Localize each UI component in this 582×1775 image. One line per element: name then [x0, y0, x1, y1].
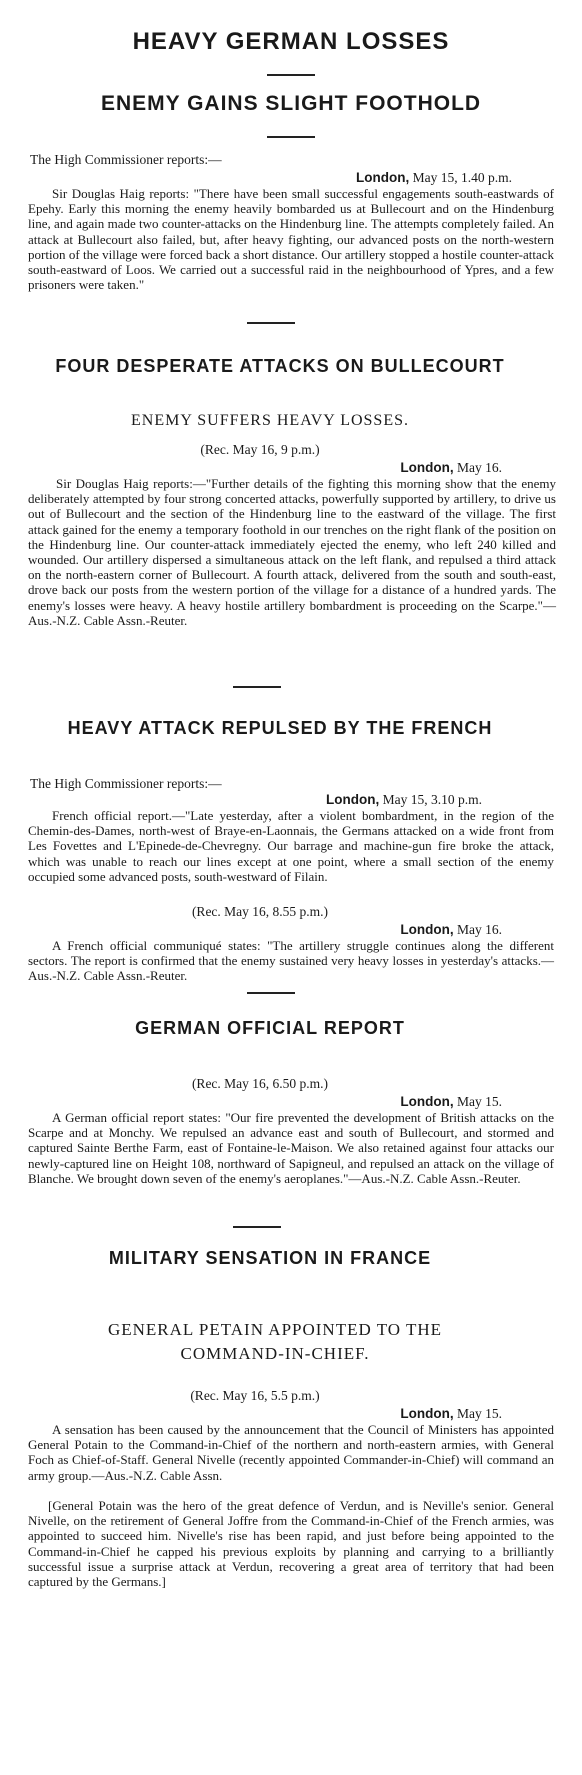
dateline-date: May 16.: [457, 922, 502, 937]
dateline-place: London,: [400, 460, 454, 475]
article-body: [General Potain was the hero of the great defence of Verdun, and is Neville's senior. General Nivelle, on the retirement of General Joffre from the Command-in-Chief of the French armies, was appointed to succeed him. Nivelle's rise has been rapid, and just before being appointed to the Command-in-Chief he capped his previous exploits by planning and carrying to a brilliantly successful issue a surprise attack at Verdun, recovering a great area of territory that had been captured by the Germans.]: [28, 1498, 554, 1590]
section-heading: GERMAN OFFICIAL REPORT: [135, 1018, 405, 1038]
received-time: (Rec. May 16, 6.50 p.m.): [191, 1076, 329, 1091]
intro-line: The High Commissioner reports:—: [30, 152, 222, 167]
received-time: (Rec. May 16, 5.5 p.m.): [190, 1388, 320, 1403]
divider: [247, 992, 295, 994]
divider: [233, 686, 281, 688]
dateline-place: London,: [400, 1406, 454, 1421]
article-body: A sensation has been caused by the announcement that the Council of Ministers has appointed General Potain to the Command-in-Chief of the northern and north-eastern armies, with General Foch as Chief-of-Staff. General Nivelle (recently appointed Commander-in-Chief) will command an army group.—Aus.-N.Z. Cable Assn.: [28, 1422, 554, 1483]
article-body: Sir Douglas Haig reports:—"Further details of the fighting this morning show that the enemy deliberately attempted by four strong concerted attacks, powerfully supported by artillery, to drive us out of Bullecourt and the section of the Hindenburg line to the eastward of the village. The first attack gained for the enemy a temporary foothold in our trenches on the right flank of the position on the Hindenburg line. Our counter-attack immediately ejected the enemy, who left 240 killed and wounded. Our artillery dispersed a simultaneous attack on the left flank, and repulsed a third attack on the north-eastern corner of Bullecourt. A fourth attack, delivered from the south and south-east, drove back our posts from the western portion of the village for a distance of a hundred yards. The enemy's losses were heavy. A heavy hostile artillery bombardment is proceeding on the Scarpe."—Aus.-N.Z. Cable Assn.-Reuter.: [28, 476, 556, 628]
dateline-date: May 15, 3.10 p.m.: [382, 792, 482, 807]
divider: [267, 74, 315, 76]
dateline: [400, 1406, 502, 1422]
dateline-date: May 15.: [457, 1406, 502, 1421]
dateline-place: London,: [400, 922, 454, 937]
section-heading: HEAVY ATTACK REPULSED BY THE FRENCH: [67, 718, 493, 738]
divider: [247, 322, 295, 324]
received-time: (Rec. May 16, 8.55 p.m.): [191, 904, 329, 919]
section-heading: FOUR DESPERATE ATTACKS ON BULLECOURT: [55, 356, 505, 376]
section-heading: MILITARY SENSATION IN FRANCE: [108, 1248, 432, 1268]
section-subheading: ENEMY SUFFERS HEAVY LOSSES.: [130, 412, 409, 429]
dateline-date: May 15.: [457, 1094, 502, 1109]
received-time: (Rec. May 16, 9 p.m.): [200, 442, 320, 457]
dateline-date: May 15, 1.40 p.m.: [412, 170, 512, 185]
dateline-place: London,: [400, 1094, 454, 1109]
dateline-place: London,: [356, 170, 410, 185]
article-body: A French official communiqué states: "The artillery struggle continues along the different sectors. The report is confirmed that the enemy sustained very heavy losses in yesterday's attacks.—Aus.-N.Z. Cable Assn.-Reuter.: [28, 938, 554, 984]
dateline-date: May 16.: [457, 460, 502, 475]
section-subheading: GENERAL PETAIN APPOINTED TO THE COMMAND-IN-CHIEF.: [107, 1320, 443, 1363]
headline: HEAVY GERMAN LOSSES: [132, 28, 450, 55]
article-body: Sir Douglas Haig reports: "There have been small successful engagements south-eastwards of Epehy. Early this morning the enemy heavily bombarded us at Bullecourt and on the Hindenburg line, and again made two counter-attacks on the Hindenburg line. The attempts completely failed. An attack at Bullecourt also failed, but, after heavy fighting, our advanced posts on the north-western portion of the village were forced back a short distance. Our artillery stopped a hostile counter-attack south-eastward of Loos. We carried out a successful raid in the neighbourhood of Ypres, and a few prisoners were taken.": [28, 186, 554, 293]
dateline: [400, 922, 502, 938]
dateline: [400, 460, 502, 476]
intro-line: The High Commissioner reports:—: [30, 776, 222, 791]
dateline-place: London,: [326, 792, 380, 807]
divider: [267, 136, 315, 138]
dateline: [326, 792, 482, 808]
subheadline: ENEMY GAINS SLIGHT FOOTHOLD: [100, 92, 482, 115]
divider: [233, 1226, 281, 1228]
dateline: [400, 1094, 502, 1110]
article-body: French official report.—"Late yesterday, after a violent bombardment, in the region of the Chemin-des-Dames, north-west of Braye-en-Laonnais, the Germans attacked on a wide front from Les Fovettes and L'Epinede-de-Chevregny. Our barrage and machine-gun fire broke the attack, which was unable to reach our lines except at one point, where a small section of the enemy occupied some advanced posts, south-westward of Filain.: [28, 808, 554, 884]
dateline: [356, 170, 512, 186]
article-body: A German official report states: "Our fire prevented the development of British attacks on the Scarpe and at Monchy. We repulsed an advance east and south of Bullecourt, and stormed and captured Sainte Berthe Farm, east of Fontaine-le-Maison. We also retained against four attacks our newly-captured line on Height 108, northward of Sapigneul, and repulsed an attack on the village of Blanche. We brought down seven of the enemy's aeroplanes."—Aus.-N.Z. Cable Assn.-Reuter.: [28, 1110, 554, 1186]
